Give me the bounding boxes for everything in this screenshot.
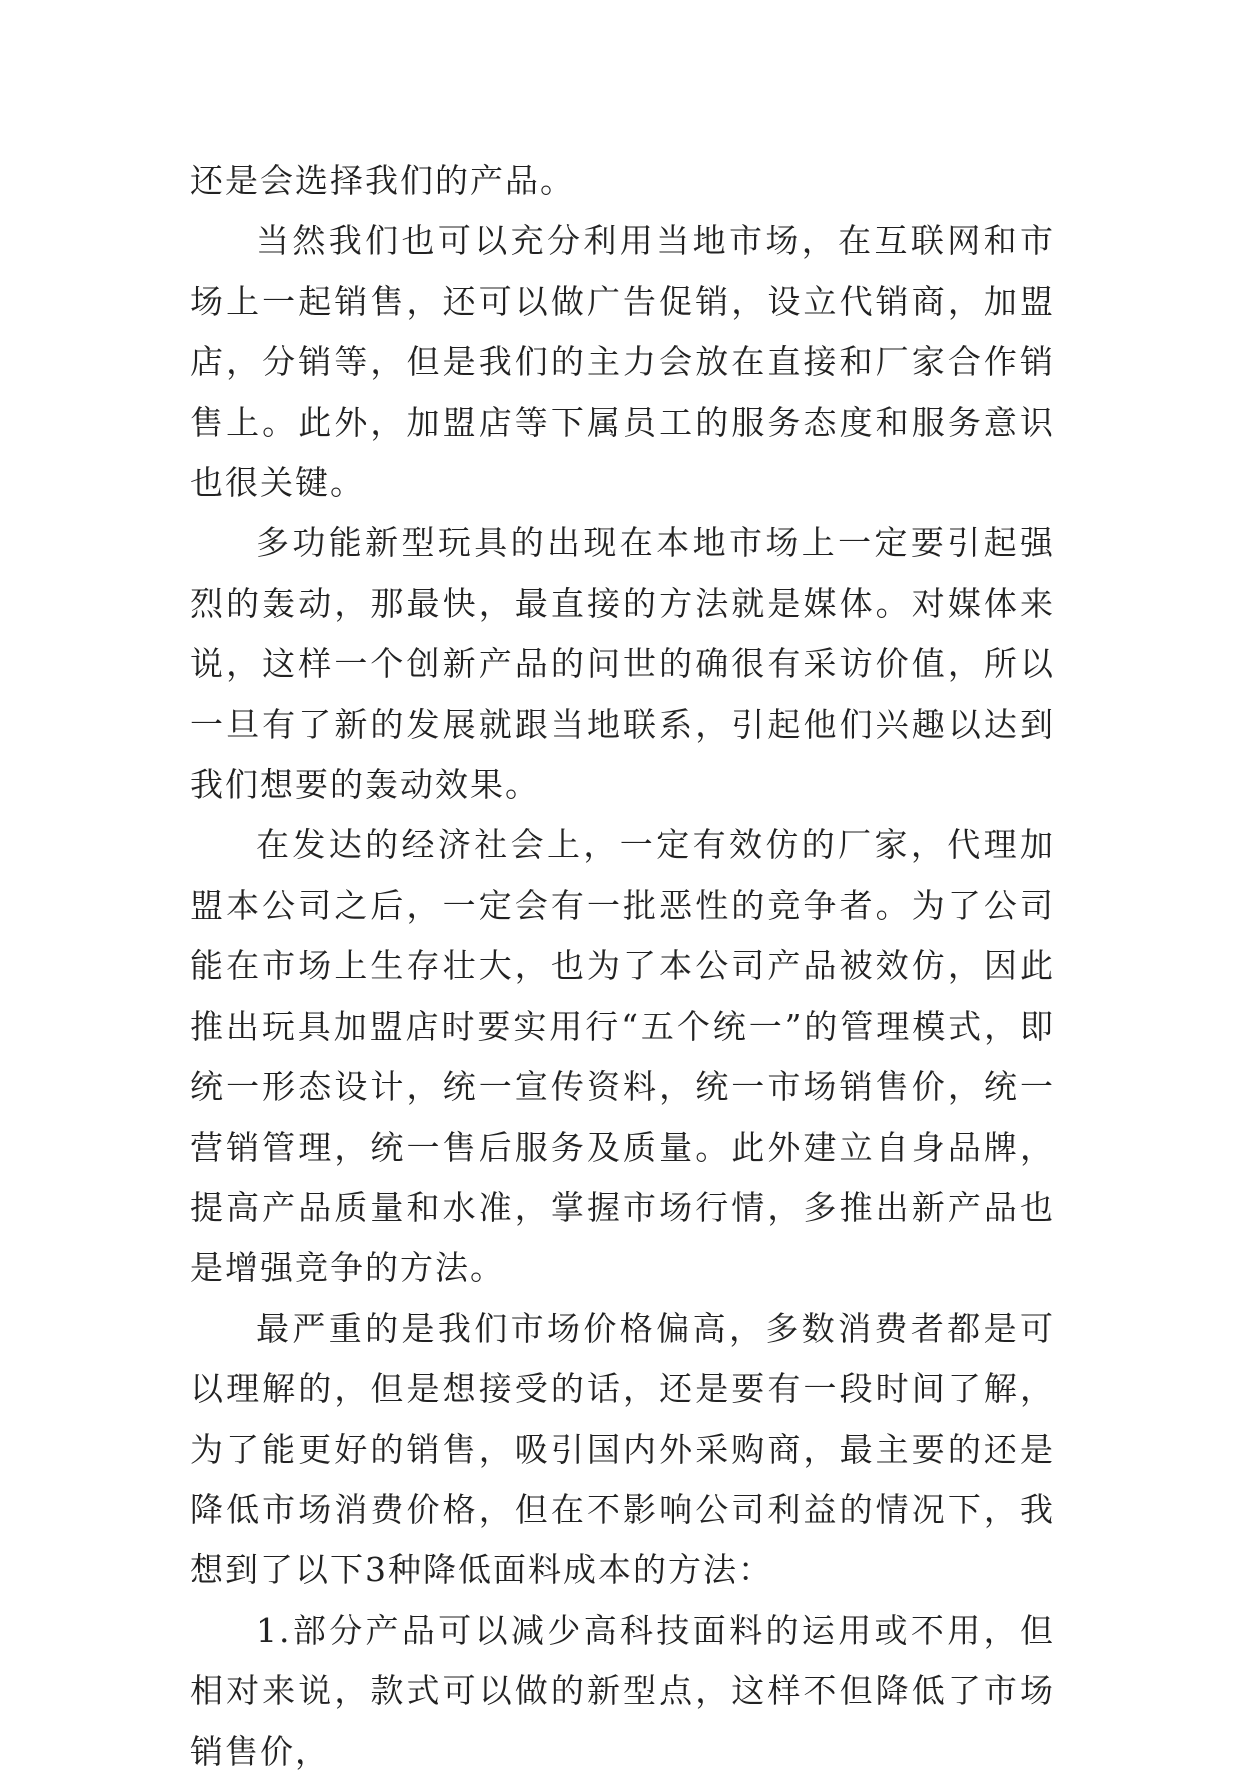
paragraph-continuation: 还是会选择我们的产品。 — [190, 161, 575, 200]
paragraph-sales-channels: 当然我们也可以充分利用当地市场，在互联网和市场上一起销售，还可以做广告促销，设立代销商，加盟店，分销等，但是我们的主力会放在直接和厂家合作销售上。此外，加盟店等下属员工的服务态度和服务意识也很关键。 — [190, 221, 1055, 503]
paragraph-method-1: 1.部分产品可以减少高科技面料的运用或不用，但相对来说，款式可以做的新型点，这样不但降低了市场销售价， — [190, 1610, 1055, 1771]
paragraph-competition: 在发达的经济社会上，一定有效仿的厂家，代理加盟本公司之后，一定会有一批恶性的竞争者。为了公司能在市场上生存壮大，也为了本公司产品被效仿，因此推出玩具加盟店时要实用行“五个统一”的管理模式，即统一形态设计，统一宣传资料，统一市场销售价，统一营销管理，统一售后服务及质量。此外建立自身品牌，提高产品质量和水准，掌握市场行情，多推出新产品也是增强竞争的方法。 — [190, 825, 1055, 1288]
document-page — [190, 151, 1055, 1782]
paragraph-pricing: 最严重的是我们市场价格偏高，多数消费者都是可以理解的，但是想接受的话，还是要有一段时间了解，为了能更好的销售，吸引国内外采购商，最主要的还是降低市场消费价格，但在不影响公司利益的情况下，我想到了以下3种降低面料成本的方法： — [190, 1308, 1055, 1590]
paragraph-media-promotion: 多功能新型玩具的出现在本地市场上一定要引起强烈的轰动，那最快，最直接的方法就是媒体。对媒体来说，这样一个创新产品的问世的确很有采访价值，所以一旦有了新的发展就跟当地联系，引起他们兴趣以达到我们想要的轰动效果。 — [190, 523, 1055, 805]
